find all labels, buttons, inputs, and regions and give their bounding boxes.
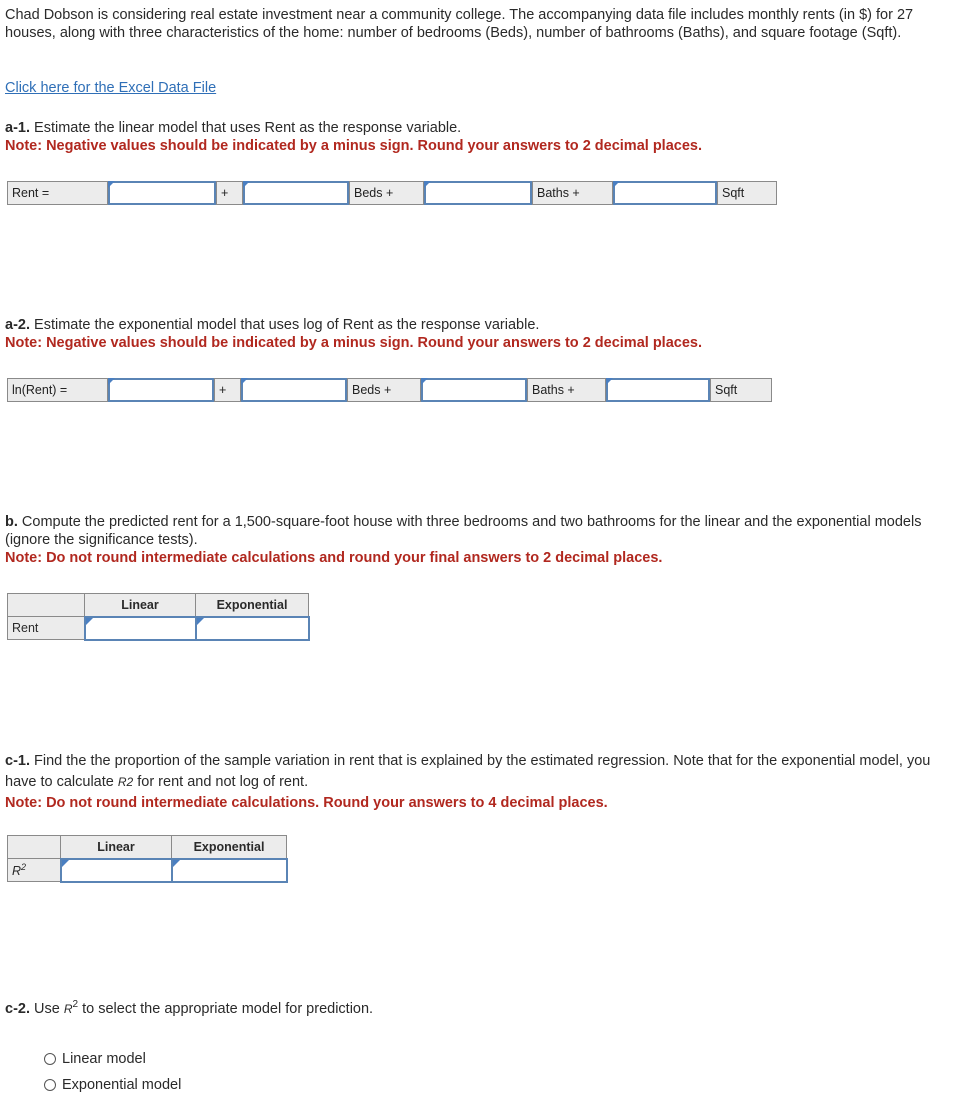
radio-exponential-model[interactable] bbox=[44, 1077, 181, 1093]
radio-circle-icon[interactable] bbox=[44, 1079, 56, 1091]
question-a1 bbox=[5, 119, 945, 155]
c2-label: c-2. bbox=[5, 1000, 30, 1017]
a1-beds-label: Beds + bbox=[349, 181, 424, 205]
c2-text-post: to select the appropriate model for prediction. bbox=[78, 1000, 374, 1017]
a1-equation bbox=[7, 181, 777, 205]
c1-linear-input[interactable] bbox=[61, 859, 172, 882]
c1-table bbox=[7, 835, 288, 883]
c2-text-pre: Use bbox=[30, 1000, 64, 1017]
c1-label: c-1. bbox=[5, 753, 30, 769]
a1-plus-label: + bbox=[216, 181, 243, 205]
c1-r2-row bbox=[8, 859, 287, 882]
a2-plus-label: + bbox=[214, 378, 241, 402]
a1-beds-coef-input[interactable] bbox=[243, 181, 349, 205]
b-row-label: Rent bbox=[8, 617, 85, 640]
b-exponential-input[interactable] bbox=[196, 617, 309, 640]
a1-baths-coef-input[interactable] bbox=[424, 181, 532, 205]
question-b bbox=[5, 513, 945, 567]
c1-r2-inline: R2 bbox=[117, 775, 134, 789]
c1-col-linear: Linear bbox=[61, 836, 172, 859]
a1-note: Note: Negative values should be indicated by a minus sign. Round your answers to 2 decimal places. bbox=[5, 138, 702, 154]
question-a2 bbox=[5, 316, 945, 352]
a2-equation bbox=[7, 378, 772, 402]
a2-beds-label: Beds + bbox=[347, 378, 421, 402]
radio-linear-label: Linear model bbox=[62, 1051, 146, 1067]
question-c2 bbox=[5, 996, 945, 1018]
b-text: Compute the predicted rent for a 1,500-square-foot house with three bedrooms and two bathrooms for the linear and the exponential models (ignore the significance tests). bbox=[5, 514, 922, 548]
c2-r: R bbox=[63, 1001, 73, 1016]
b-table bbox=[7, 593, 310, 641]
c1-header-row bbox=[8, 836, 287, 859]
c1-corner-cell bbox=[8, 836, 61, 859]
a1-sqft-label: Sqft bbox=[717, 181, 777, 205]
intro-text: Chad Dobson is considering real estate investment near a community college. The accompanying data file includes monthly rents (in $) for 27 houses, along with three characteristics of the home: number of bedrooms (Beds), number of bathrooms (Baths), and square footage (Sqft). bbox=[5, 7, 914, 41]
a1-sqft-coef-input[interactable] bbox=[613, 181, 717, 205]
a2-label: a-2. bbox=[5, 317, 30, 333]
a2-lhs-label: ln(Rent) = bbox=[7, 378, 108, 402]
a2-note: Note: Negative values should be indicated by a minus sign. Round your answers to 2 decimal places. bbox=[5, 335, 702, 351]
a1-label: a-1. bbox=[5, 120, 30, 136]
a2-sqft-label: Sqft bbox=[710, 378, 772, 402]
c1-row-label: $R^2$ bbox=[8, 859, 61, 882]
b-rent-row bbox=[8, 617, 309, 640]
a2-sqft-coef-input[interactable] bbox=[606, 378, 710, 402]
a1-text: Estimate the linear model that uses Rent as the response variable. bbox=[30, 120, 462, 136]
c1-col-exponential: Exponential bbox=[172, 836, 287, 859]
a2-beds-coef-input[interactable] bbox=[241, 378, 347, 402]
a2-baths-coef-input[interactable] bbox=[421, 378, 527, 402]
a2-intercept-input[interactable] bbox=[108, 378, 214, 402]
b-col-exponential: Exponential bbox=[196, 594, 309, 617]
radio-exponential-label: Exponential model bbox=[62, 1077, 182, 1093]
c1-note: Note: Do not round intermediate calculations. Round your answers to 4 decimal places. bbox=[5, 795, 608, 811]
a1-lhs-label: Rent = bbox=[7, 181, 108, 205]
b-corner-cell bbox=[8, 594, 85, 617]
a1-baths-label: Baths + bbox=[532, 181, 613, 205]
a2-baths-label: Baths + bbox=[527, 378, 606, 402]
excel-data-link[interactable]: Click here for the Excel Data File bbox=[5, 80, 217, 96]
radio-linear-model[interactable] bbox=[44, 1051, 146, 1067]
b-note: Note: Do not round intermediate calculations and round your final answers to 2 decimal places. bbox=[5, 550, 663, 566]
c1-text: Find the the proportion of the sample variation in rent that is explained by the estimated regression. Note that for the exponential model, you have to calculate bbox=[5, 753, 931, 790]
question-c1 bbox=[5, 751, 945, 814]
a1-intercept-input[interactable] bbox=[108, 181, 216, 205]
b-label: b. bbox=[5, 514, 18, 530]
c2-sup: 2 bbox=[72, 999, 79, 1010]
a2-text: Estimate the exponential model that uses log of Rent as the response variable. bbox=[30, 317, 540, 333]
c1-text-end: for rent and not log of rent. bbox=[133, 774, 309, 790]
b-header-row bbox=[8, 594, 309, 617]
b-linear-input[interactable] bbox=[85, 617, 196, 640]
c1-exponential-input[interactable] bbox=[172, 859, 287, 882]
b-col-linear: Linear bbox=[85, 594, 196, 617]
radio-circle-icon[interactable] bbox=[44, 1053, 56, 1065]
